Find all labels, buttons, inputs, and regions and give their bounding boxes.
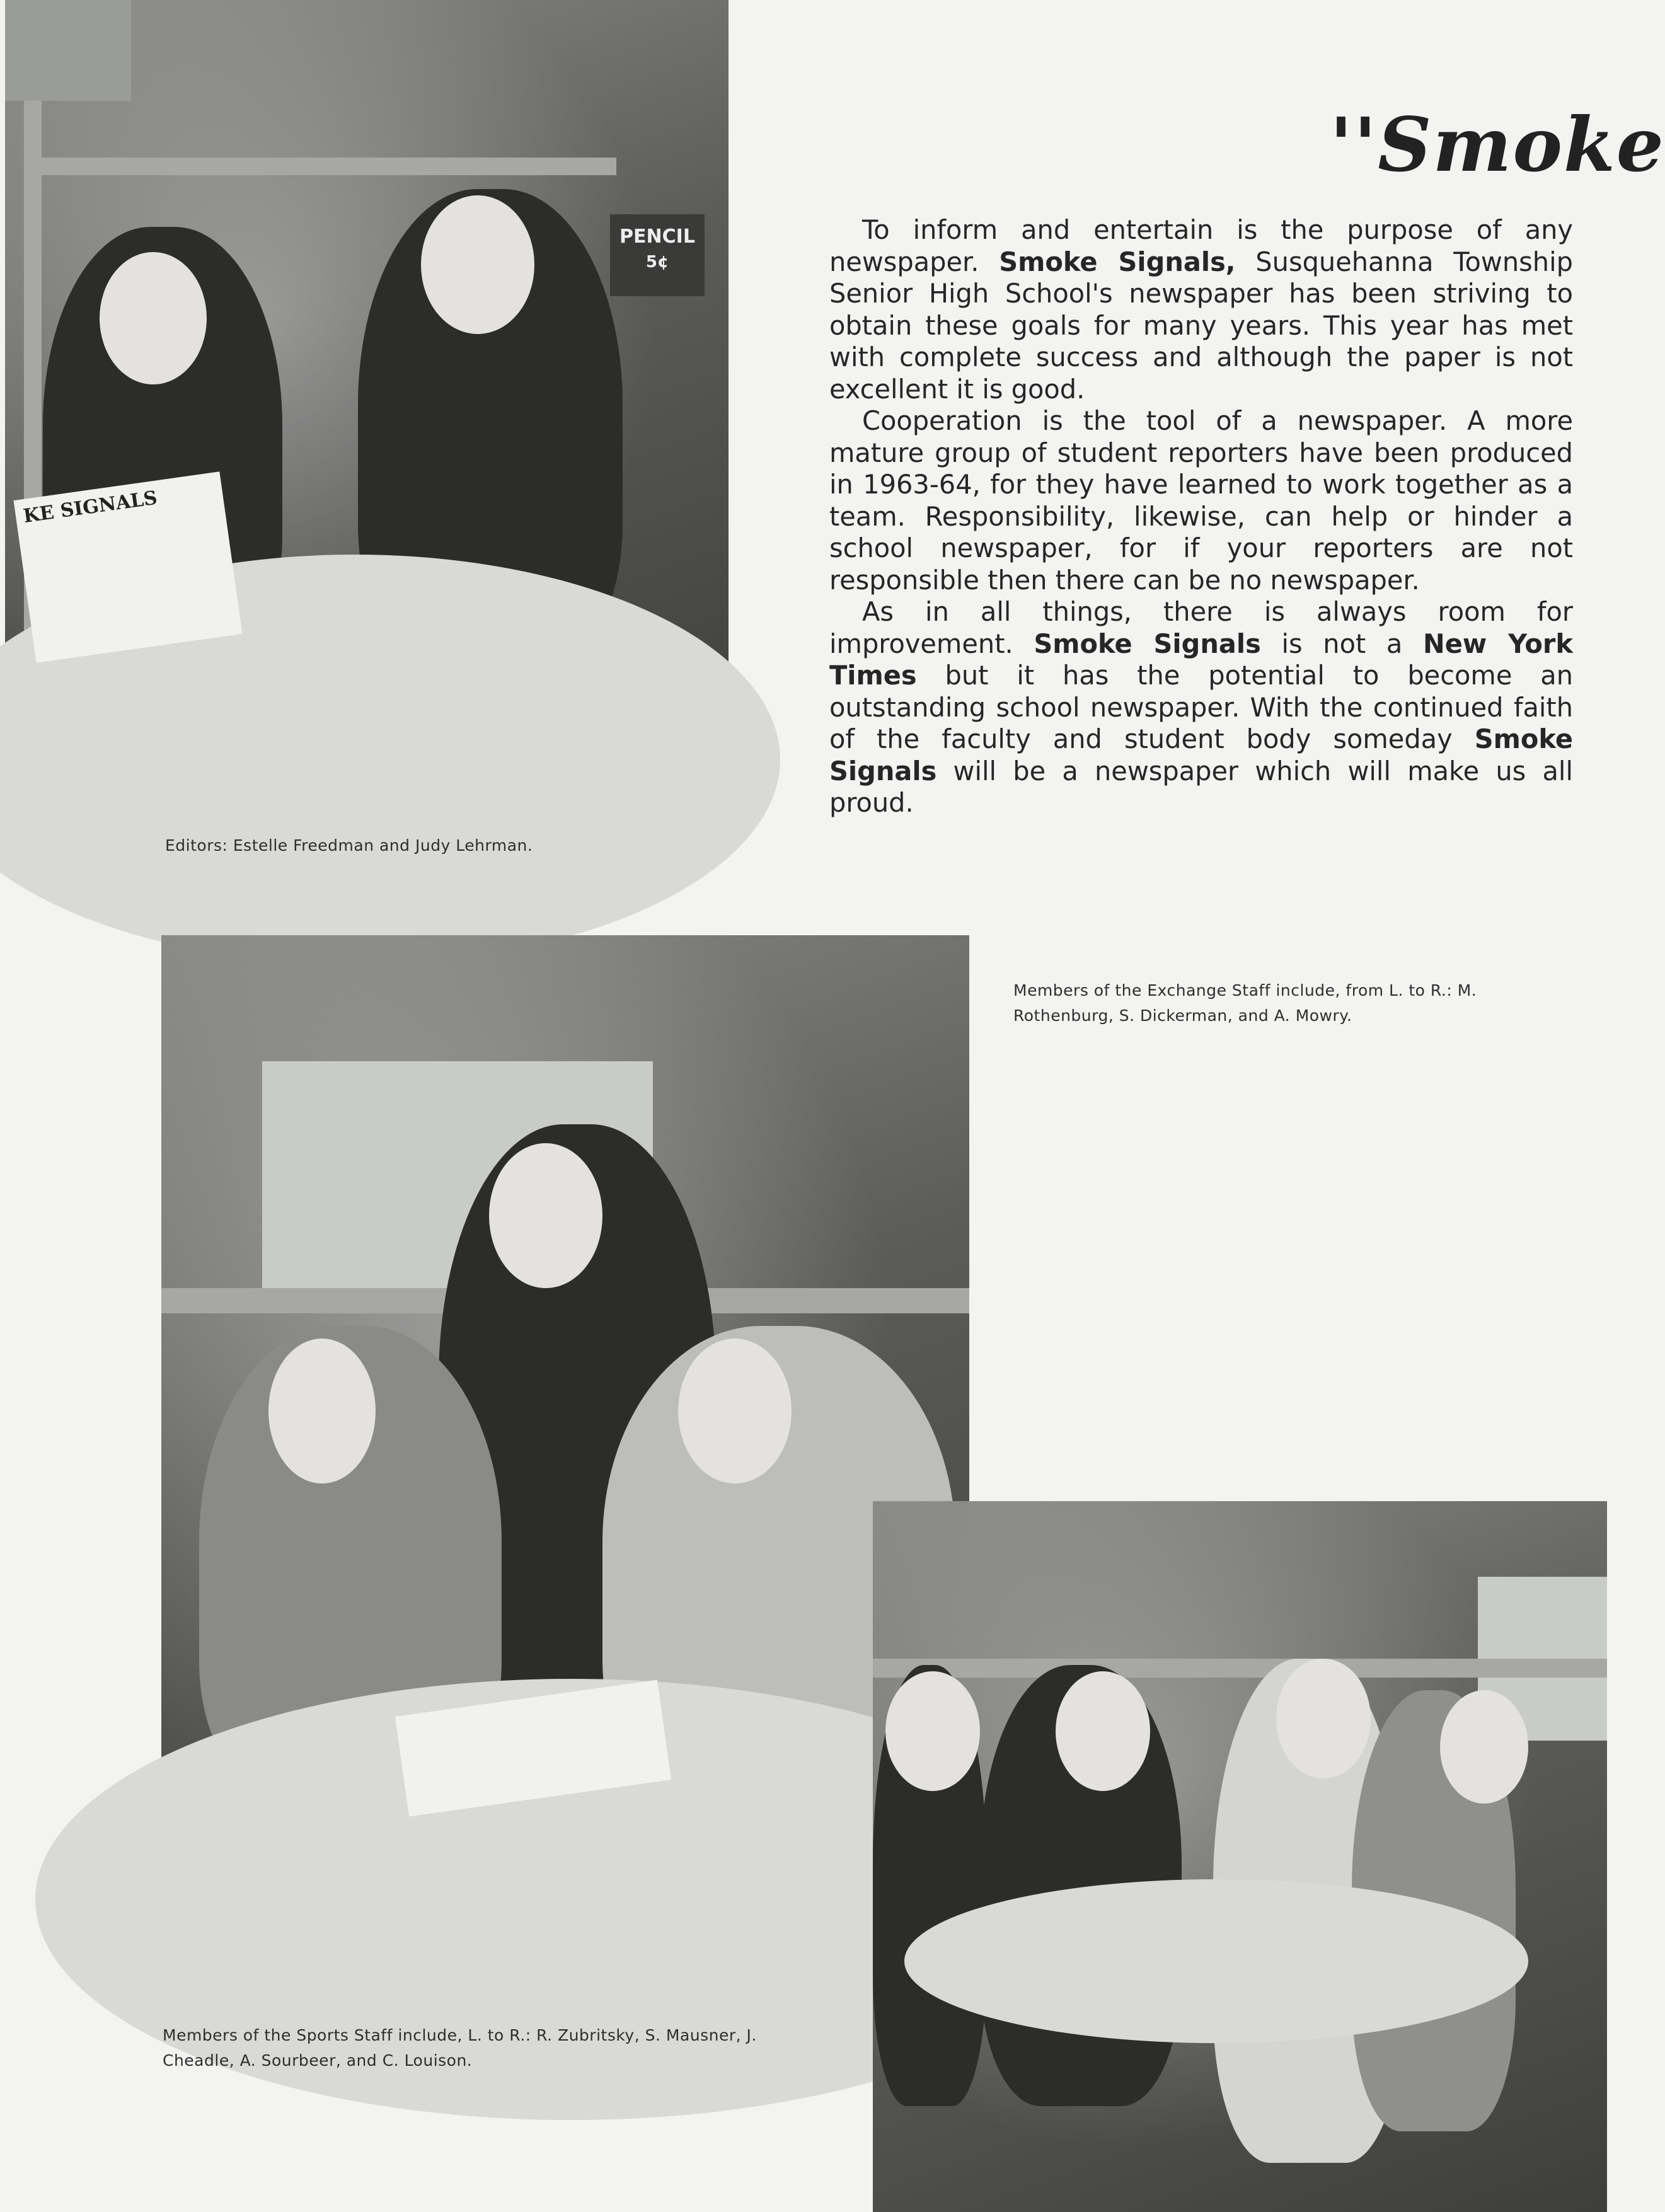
p1-bold-smoke-signals: Smoke Signals, [999,246,1236,277]
p3-c: but it has the potential to become an outstanding school newspaper. With the continued faith of the faculty and student body someday [829,660,1573,754]
exchange-staff-caption: Members of the Exchange Staff include, from L. to R.: M. Rothenburg, S. Dickerman, and A. Mowry. [1013,981,1477,1025]
p1-text: To inform and entertain is the purpose of any newspaper. [829,214,1573,277]
p3-b: is not a [1281,628,1403,659]
pencil-label: PENCIL [619,226,695,248]
paragraph-2: Cooperation is the tool of a newspaper. A more mature group of student reporters have been produced in 1963-64, for they have learned to work together as a team. Responsibility, likewise, can help or hinder a school newspaper, for if your reporters are not responsible then there can be no newspaper. [829,405,1573,596]
paragraph-3 [829,596,1573,819]
p3-bold-smoke-signals-2: Smoke Signals [829,723,1573,786]
editors-photo [5,0,729,802]
editors-caption: Editors: Estelle Freedman and Judy Lehrman. [165,836,533,855]
pencil-price: 5¢ [645,253,669,272]
exchange-staff-photo [161,935,969,1937]
p3-a: As in all things, there is always room for improvement. [829,596,1573,659]
article-body [829,214,1573,819]
pencil-sign [610,214,705,296]
p3-bold-new-york-times: New York Times [829,628,1573,691]
page-headline: ''Smoke [1330,101,1665,188]
p1-rest: Susquehanna Township Senior High School's newspaper has been striving to obtain these goals for many years. This year has met with complete success and although the paper is not excellent it is good. [829,246,1573,405]
sports-staff-photo [873,1501,1607,2212]
paragraph-1 [829,214,1573,405]
p3-bold-smoke-signals: Smoke Signals [1034,628,1261,659]
newspaper-masthead: KE SIGNALS [21,487,159,528]
sports-staff-caption: Members of the Sports Staff include, L. to R.: R. Zubritsky, S. Mausner, J. Cheadle, A. Sourbeer, and C. Louison. [163,2026,757,2070]
p3-d: will be a newspaper which will make us all proud. [829,755,1573,818]
